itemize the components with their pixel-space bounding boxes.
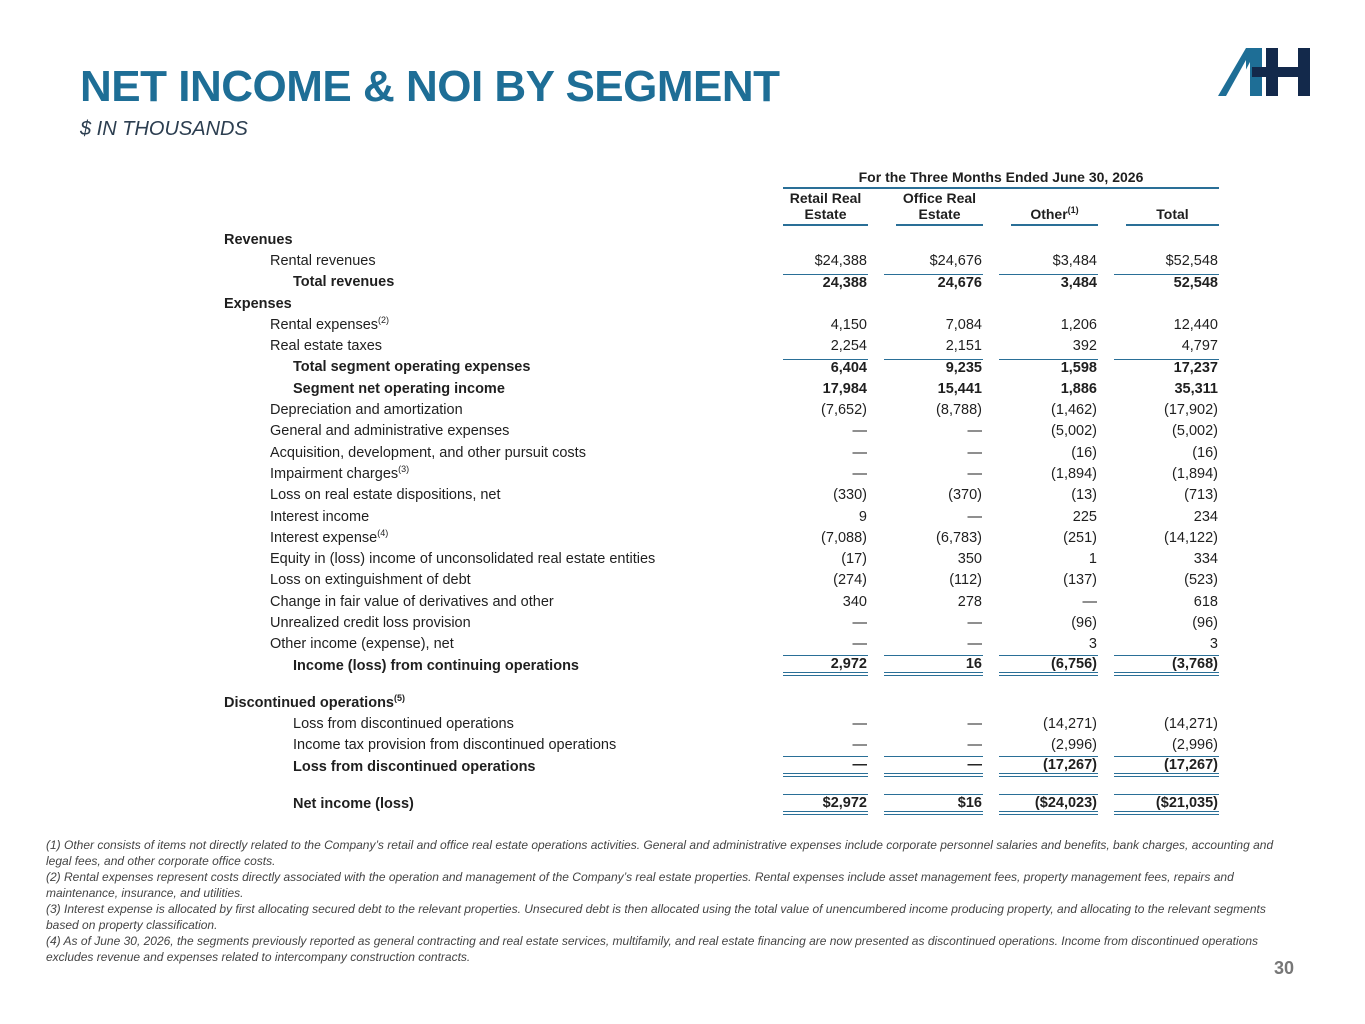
column-header-office: Office Real Estate [874,190,989,229]
row-label: Income (loss) from continuing operations [293,657,579,674]
row-label: Interest income [270,508,370,525]
table-cell: (5,002) [1172,423,1218,440]
table-row [224,229,1219,250]
table-cell: 24,388 [759,272,874,293]
table-row [224,485,1219,506]
table-row [224,335,1219,356]
row-label: Expenses [224,295,292,312]
table-cell: $3,484 [1052,252,1097,269]
table-cell [1104,229,1219,250]
table-row [224,378,1219,399]
row-label: Income tax provision from discontinued operations [293,737,617,754]
table-cell: — [967,636,982,653]
table-cell: — [852,465,867,482]
table-row [224,421,1219,442]
table-cell: (523) [1184,572,1218,589]
table-cell: (17,267) [989,756,1104,777]
table-cell: $2,972 [759,793,874,814]
table-row [224,527,1219,548]
table-cell: — [967,614,982,631]
row-label: Loss from discontinued operations [293,758,536,775]
table-cell: (8,788) [936,402,982,419]
footnote: (2) Rental expenses represent costs directly associated with the operation and management of the Company’s real estate properties. Rental expenses include asset management fees, property management fees, repairs and maintenance, insurance, and utilities. [46,870,1234,900]
table-cell: 3,484 [989,272,1104,293]
table-cell: (2,996) [1051,737,1097,754]
row-label: Segment net operating income [293,380,505,397]
period-header: For the Three Months Ended June 30, 2026 [783,169,1219,189]
column-header-total: Total [1104,190,1219,229]
table-cell: (17) [841,551,867,568]
column-header-retail: Retail Real Estate [759,190,874,229]
table-row [224,793,1219,814]
table-cell: — [1082,593,1097,610]
table-cell: ($21,035) [1104,793,1219,814]
table-cell [759,293,874,314]
table-cell [874,293,989,314]
table-row [224,250,1219,271]
table-row [224,570,1219,591]
table-cell [874,692,989,713]
table-cell: (14,271) [1163,716,1218,733]
table-cell: 2,972 [759,655,874,676]
table-row [224,612,1219,633]
table-cell: (14,122) [1163,529,1218,546]
table-cell: (13) [1071,487,1097,504]
ah-logo-icon [1216,46,1312,98]
table-cell: 3 [1209,636,1218,653]
table-cell: (713) [1184,487,1218,504]
table-cell: 350 [957,551,982,568]
table-cell: 2,151 [945,338,982,355]
table-cell: (6,783) [936,529,982,546]
table-cell: (3,768) [1104,655,1219,676]
table-cell: — [852,614,867,631]
table-cell: (7,088) [821,529,867,546]
table-row [224,442,1219,463]
row-label: Real estate taxes [270,338,383,355]
table-row [224,463,1219,484]
table-cell: (1,462) [1051,402,1097,419]
table-cell: 1,886 [1060,380,1097,397]
row-label: Net income (loss) [293,796,414,813]
table-cell: 1 [1088,551,1097,568]
table-cell: 3 [1088,636,1097,653]
table-cell: — [852,737,867,754]
page-title: NET INCOME & NOI BY SEGMENT [80,62,780,111]
row-label: Acquisition, development, and other pursuit costs [270,444,586,461]
table-cell: (1,894) [1051,465,1097,482]
table-cell [759,229,874,250]
row-label: Unrealized credit loss provision [270,614,471,631]
page-number: 30 [1274,958,1295,978]
row-label: Discontinued operations$^{(5)}$ [224,692,405,711]
table-cell: 4,150 [830,316,867,333]
table-row [224,293,1219,314]
table-cell: (2,996) [1172,737,1218,754]
table-cell: 6,404 [759,357,874,378]
table-cell: (17,267) [1104,756,1219,777]
table-cell [759,692,874,713]
table-cell: (16) [1192,444,1218,461]
footnote: (3) Interest expense is allocated by first allocating secured debt to the relevant properties. Unsecured debt is then allocated using the total value of unencumbered income producing property, and allocating to the relevant segments based on property classification. [46,902,1266,932]
row-label: Total segment operating expenses [293,359,531,376]
table-cell: 234 [1193,508,1218,525]
table-cell: — [759,756,874,777]
table-row [224,357,1219,378]
table-row [224,655,1219,676]
table-cell: 35,311 [1174,380,1218,397]
row-label: Loss on real estate dispositions, net [270,487,501,504]
table-row [224,634,1219,655]
table-row [224,399,1219,420]
table-cell: (251) [1063,529,1097,546]
table-cell: 16 [874,655,989,676]
table-row [224,272,1219,293]
footnote: (1) Other consists of items not directly related to the Company’s retail and office real estate operations activities. General and administrative expenses include corporate personnel salaries and benefits, bank charges, accounting and legal fees, and other corporate office costs. [46,838,1274,868]
table-cell: 1,206 [1060,316,1097,333]
table-cell: 17,237 [1104,357,1219,378]
table-row [224,735,1219,756]
table-cell: (17,902) [1163,402,1218,419]
table-cell: (1,894) [1172,465,1218,482]
table-cell: 340 [842,593,867,610]
table-cell: (6,756) [989,655,1104,676]
footnotes [46,837,1276,965]
table-row [224,314,1219,335]
page-subtitle: $ IN THOUSANDS [80,118,248,140]
row-label: Equity in (loss) income of unconsolidated real estate entities [270,551,656,568]
segment-table [224,168,1219,815]
row-label: Loss on extinguishment of debt [270,572,471,589]
table-cell: — [852,444,867,461]
table-cell [1104,293,1219,314]
table-cell: — [874,756,989,777]
table-cell: 278 [957,593,982,610]
table-cell: (96) [1071,614,1097,631]
table-row [224,692,1219,713]
table-row [224,714,1219,735]
row-label: Impairment charges$^{(3)}$ [270,463,410,482]
table-row [224,548,1219,569]
table-cell: $52,548 [1165,252,1218,269]
row-label: Total revenues [293,274,395,291]
table-cell: 225 [1072,508,1097,525]
table-cell: ($24,023) [989,793,1104,814]
table-cell: (137) [1063,572,1097,589]
table-cell: (96) [1192,614,1218,631]
table-cell: — [967,716,982,733]
table-cell: (330) [833,487,867,504]
table-row [224,506,1219,527]
row-label: Revenues [224,231,293,248]
table-cell: (370) [948,487,982,504]
table-cell: 1,598 [989,357,1104,378]
row-label: Rental revenues [270,252,376,269]
footnote: (4) As of June 30, 2026, the segments previously reported as general contracting and real estate services, multifamily, and real estate financing are now presented as discontinued operations. Income from discontinued operations excludes revenue and expenses related to intercompany construction contracts. [46,934,1259,964]
table-cell: (112) [949,572,982,589]
table-cell: 52,548 [1104,272,1219,293]
table-cell: 2,254 [830,338,867,355]
table-cell: (5,002) [1051,423,1097,440]
table-cell [989,229,1104,250]
table-cell: 618 [1193,593,1218,610]
table-cell: — [852,716,867,733]
table-cell: (16) [1071,444,1097,461]
table-cell: — [967,423,982,440]
table-cell: (14,271) [1042,716,1097,733]
table-cell: 7,084 [945,316,982,333]
table-cell [989,692,1104,713]
row-label: Other income (expense), net [270,636,454,653]
table-cell [1104,692,1219,713]
table-cell: 17,984 [822,380,867,397]
table-cell: — [967,465,982,482]
table-row [224,756,1219,777]
row-label: Loss from discontinued operations [293,716,514,733]
table-cell: $16 [874,793,989,814]
table-cell: $24,676 [929,252,982,269]
table-cell: (274) [833,572,867,589]
table-cell [874,229,989,250]
row-label: Rental expenses$^{(2)}$ [270,314,390,333]
table-cell: — [852,636,867,653]
table-cell [989,293,1104,314]
table-cell: 334 [1193,551,1218,568]
table-cell: 392 [1072,338,1097,355]
table-cell: $24,388 [814,252,867,269]
table-cell: 15,441 [937,380,982,397]
table-cell: — [967,737,982,754]
table-cell: 12,440 [1173,316,1218,333]
table-cell: 9,235 [874,357,989,378]
table-cell: (7,652) [821,402,867,419]
row-label: Change in fair value of derivatives and other [270,593,554,610]
table-row [224,591,1219,612]
row-label: Depreciation and amortization [270,402,463,419]
table-cell: 4,797 [1181,338,1218,355]
table-cell: — [967,444,982,461]
row-label: Interest expense$^{(4)}$ [270,527,389,546]
table-cell: — [852,423,867,440]
table-cell: — [967,508,982,525]
table-cell: 24,676 [874,272,989,293]
row-label: General and administrative expenses [270,423,510,440]
table-cell: 9 [858,508,867,525]
column-header-other: Other$^{(1)}$ [989,190,1104,229]
